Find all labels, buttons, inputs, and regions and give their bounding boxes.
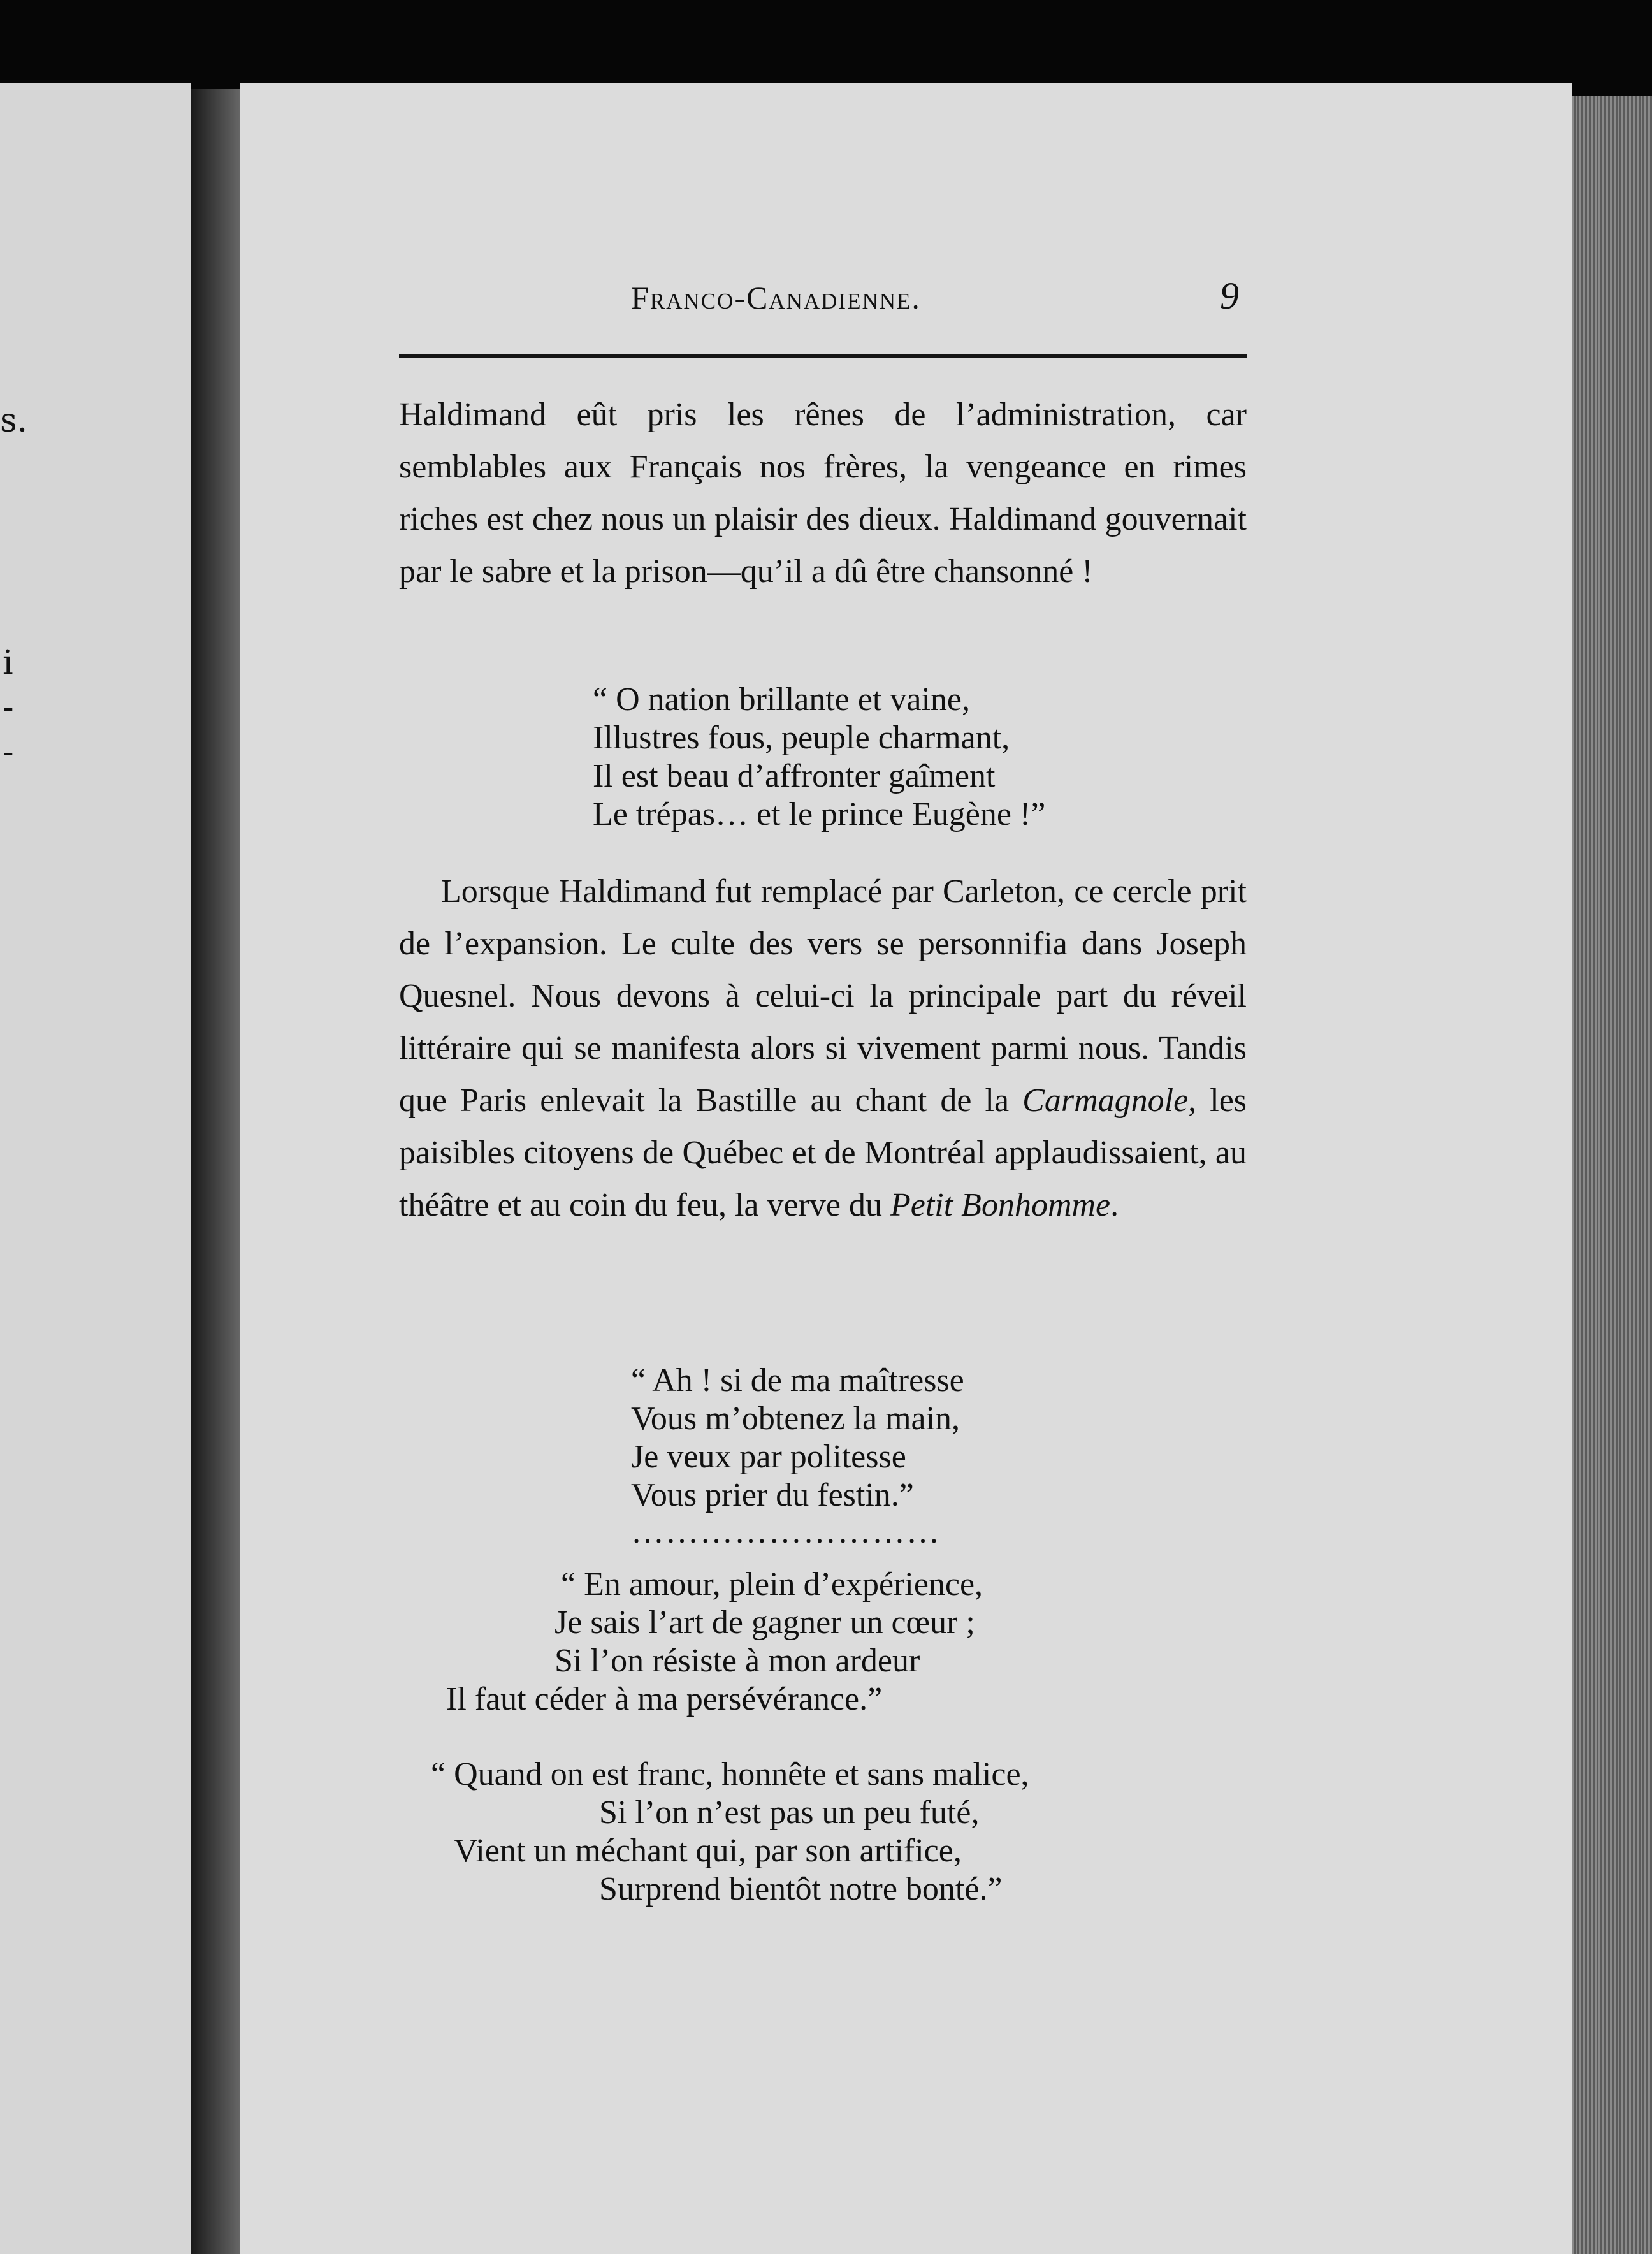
left-page-fragment: - [3, 733, 14, 771]
title-petit-bonhomme: Petit Bonhomme [890, 1187, 1111, 1223]
book-gutter [191, 89, 242, 2254]
title-carmagnole: Carmagnole [1022, 1082, 1189, 1119]
page-edges [1572, 96, 1652, 2254]
verse-line: Surprend bientôt notre bonté.” [599, 1871, 1003, 1907]
verse-line: Il est beau d’affronter gaîment [593, 758, 996, 794]
left-facing-page [0, 83, 191, 2254]
left-page-fragment: s. [0, 402, 28, 440]
verse-line: Il faut céder à ma persévérance.” [446, 1681, 883, 1717]
paragraph-2 [399, 866, 1247, 1232]
verse-line: Vient un méchant qui, par son artifice, [454, 1833, 962, 1869]
left-page-fragment: - [3, 688, 14, 727]
verse-line: Je veux par politesse [631, 1439, 906, 1475]
paragraph-2-text: , les paisibles citoyens de Québec et de Montréal applaudissaient, au théâtre et au coin du feu, la verve du [399, 1082, 1247, 1223]
verse-block-1 [593, 681, 1045, 834]
verse-line: Le trépas… et le prince Eugène !” [593, 796, 1046, 833]
page-number: 9 [1220, 275, 1239, 317]
verse-block-3 [446, 1566, 983, 1719]
verse-line: Vous prier du festin.” [631, 1477, 914, 1513]
verse-line: “ Ah ! si de ma maîtresse [631, 1362, 964, 1399]
verse-line: Illustres fous, peuple charmant, [593, 720, 1010, 756]
running-head: Franco-Canadienne. [631, 280, 921, 316]
paragraph-2-text: . [1110, 1187, 1119, 1223]
verse-line: Vous m’obtenez la main, [631, 1400, 960, 1437]
verse-block-2 [631, 1362, 964, 1515]
verse-line: “ En amour, plein d’expérience, [561, 1566, 983, 1603]
verse-line: Si l’on n’est pas un peu futé, [599, 1794, 980, 1831]
verse-block-4 [431, 1756, 1029, 1909]
verse-line: Je sais l’art de gagner un cœur ; [554, 1604, 975, 1641]
verse-line: Si l’on résiste à mon ardeur [554, 1643, 920, 1679]
verse-line: “ Quand on est franc, honnête et sans malice, [431, 1756, 1029, 1792]
header-rule [399, 354, 1247, 358]
ellipsis-line: ……………………… [631, 1514, 941, 1550]
left-page-fragment: i [3, 644, 13, 682]
paragraph-2-text: Lorsque Haldimand fut remplacé par Carleton, ce cercle prit de l’expansion. Le culte des vers se personnifia dans Joseph Quesnel. Nous devons à celui-ci la principale part du réveil littéraire qui se manifesta alors si vivement parmi nous. Tandis que Paris enlevait la Bastille au chant de la [399, 873, 1247, 1119]
verse-line: “ O nation brillante et vaine, [593, 681, 971, 718]
paragraph-1: Haldimand eût pris les rênes de l’administration, car semblables aux Français nos frères, la vengeance en rimes riches est chez nous un plaisir des dieux. Haldimand gouvernait par le sabre et la prison—qu’il a dû être chansonné ! [399, 396, 1247, 590]
